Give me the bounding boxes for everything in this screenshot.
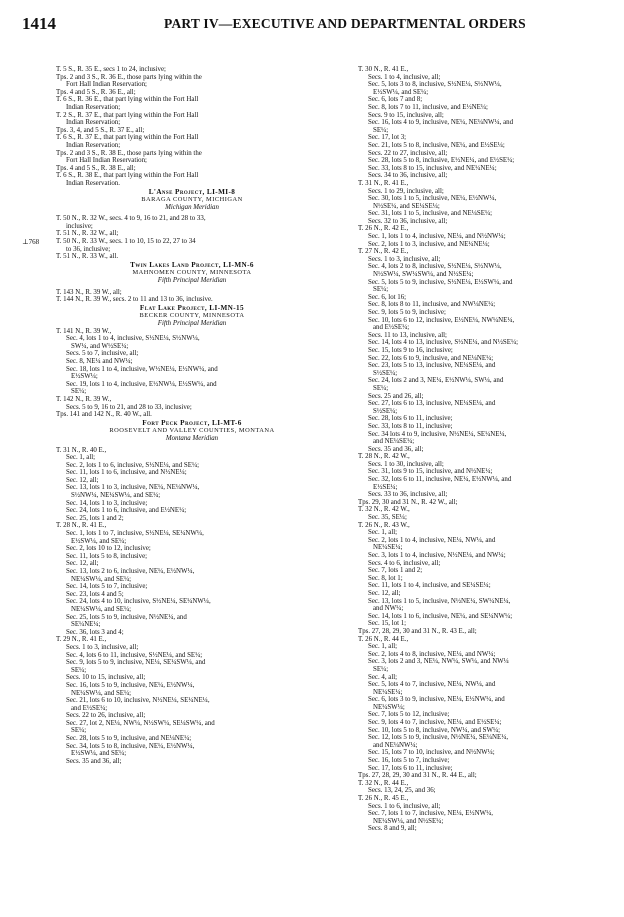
- text-line: Secs. 34 to 36, inclusive, all;: [368, 172, 448, 180]
- text-line: Tps. 29, 30 and 31 N., R. 42 W., all;: [358, 498, 458, 506]
- text-line: Sec. 16, lots 5 to 7, inclusive;: [368, 757, 450, 765]
- text-line: and NE¼NW¼;: [373, 741, 418, 749]
- text-line: Tps. 4 and 5 S., R. 36 E., all;: [56, 88, 136, 96]
- text-line: Secs. 1 to 4, inclusive, all;: [368, 73, 441, 81]
- text-line: Sec. 31, lots 1 to 5, inclusive, and NE¼SE¼;: [368, 210, 493, 218]
- text-line: and NW¼;: [373, 605, 404, 613]
- text-line: Tps. 27, 28, 29, 30 and 31 N., R. 43 E., all;: [358, 627, 477, 635]
- text-line: SE¼;: [71, 727, 87, 735]
- text-line: T. 29 N., R. 41 E.,: [56, 636, 107, 644]
- text-line: Sec. 8, lots 7 to 11, inclusive, and E½NE¼;: [368, 103, 488, 111]
- text-line: T. 28 N., R. 42 W.,: [358, 453, 410, 461]
- text-line: Sec. 2, lots 1 to 4, inclusive, NE¼, NW¼, and: [368, 536, 496, 544]
- text-line: E½SW¼, and SE¼;: [71, 750, 127, 758]
- text-line: Secs. 5 to 9, 16 to 21, and 28 to 33, inclusive;: [66, 403, 192, 411]
- text-line: SE¼;: [373, 665, 389, 673]
- text-line: Sec. 4, lots 1 to 4, inclusive, S½NE¼, S½NW¼,: [66, 335, 200, 343]
- left-column: [56, 66, 328, 765]
- text-line: Secs. 22 to 26, inclusive, all;: [66, 712, 146, 720]
- text-line: T. 31 N., R. 40 E.,: [56, 446, 107, 454]
- text-line: Sec. 7, lots 5 to 12, inclusive;: [368, 711, 450, 719]
- text-line: Sec. 1, all;: [368, 529, 398, 537]
- text-line: NE¼SE¼;: [373, 688, 403, 696]
- text-line: Sec. 4, lots 2 to 8, inclusive, S½NE¼, S½NW¼,: [368, 263, 502, 271]
- text-line: SE¼;: [373, 286, 389, 294]
- text-line: Secs. 25 and 26, all;: [368, 392, 424, 400]
- text-line: Sec. 34 lots 4 to 9, inclusive, N½NE¼, SE¼NE¼,: [368, 430, 507, 438]
- text-line: Tps. 4 and 5 S., R. 38 E., all;: [56, 164, 136, 172]
- text-line: Sec. 12, lots 5 to 9, inclusive, N½NE¼, SE¼NE¼,: [368, 734, 509, 742]
- text-line: Sec. 4, all;: [368, 673, 398, 681]
- text-line: Sec. 1, all;: [66, 454, 96, 462]
- text-line: S½SE¼;: [373, 407, 398, 415]
- text-line: Secs. 1 to 6, inclusive, all;: [368, 802, 441, 810]
- text-line: E½SW¼, and SE¼;: [373, 88, 429, 96]
- text-line: Sec. 36, lots 3 and 4;: [66, 628, 124, 636]
- text-line: T. 27 N., R. 42 E.,: [358, 248, 409, 256]
- text-line: Sec. 15, lots 7 to 10, inclusive, and N½NW¼;: [368, 749, 495, 757]
- text-line: T. 51 N., R. 32 W., all;: [56, 230, 119, 238]
- text-line: Sec. 12, all;: [66, 476, 99, 484]
- text-line: Sec. 17, lots 6 to 11, inclusive;: [368, 764, 453, 772]
- text-line: Secs. 5 to 7, inclusive, all;: [66, 350, 139, 358]
- text-line: Secs. 1 to 3, inclusive, all;: [66, 643, 139, 651]
- meridian-heading: Michigan Meridian: [165, 203, 219, 211]
- text-line: Sec. 3, lots 2 and 3, NE¼, NW¼, SW¼, and NW¼: [368, 658, 509, 666]
- text-line: Tps. 27, 28, 29, 30 and 31 N., R. 44 E., all;: [358, 772, 477, 780]
- right-column: [358, 66, 624, 833]
- text-line: Sec. 8, lots 8 to 11, inclusive, and NW¼NE¼;: [368, 301, 496, 309]
- text-line: Secs. 9 to 15, inclusive, all;: [368, 111, 444, 119]
- text-line: Sec. 9, lots 5 to 9, inclusive, NE¼, SE¼SW¼, and: [66, 659, 206, 667]
- text-line: Secs. 32 to 36, inclusive, all;: [368, 217, 448, 225]
- text-line: Sec. 24, lots 1 to 6, inclusive, and E½NE¼;: [66, 507, 187, 515]
- text-line: NE¼SW¼, and N½SE¼;: [373, 817, 444, 825]
- text-line: SE¼;: [71, 388, 87, 396]
- text-line: T. 144 N., R. 39 W., secs. 2 to 11 and 13 to 36, inclusive.: [56, 296, 213, 304]
- text-line: T. 32 N., R. 42 W.,: [358, 506, 410, 514]
- text-line: Secs. 1 to 29, inclusive, all;: [368, 187, 444, 195]
- text-line: Sec. 34, lots 5 to 8, inclusive, NE¼, E½NW¼,: [66, 742, 195, 750]
- county-heading: ROOSEVELT AND VALLEY COUNTIES, MONTANA: [109, 427, 275, 435]
- text-line: Sec. 9, lots 5 to 9, inclusive;: [368, 309, 446, 316]
- meridian-heading: Montana Meridian: [165, 434, 219, 442]
- text-line: N½SW¼, SW¼SW¼, and N½SE¼;: [373, 271, 474, 279]
- text-line: Tps. 2 and 3 S., R. 38 E., those parts lying within the: [56, 149, 202, 157]
- text-line: S½SE¼;: [373, 369, 398, 377]
- text-line: Sec. 22, lots 6 to 9, inclusive, and NE¼NE¼;: [368, 354, 494, 362]
- text-line: Sec. 3, lots 1 to 4, inclusive, N½NE¼, and NW¼;: [368, 552, 506, 559]
- text-line: NE¼SE¼;: [373, 544, 403, 552]
- county-heading: MAHNOMEN COUNTY, MINNESOTA: [132, 269, 252, 277]
- text-line: Sec. 2, lots 1 to 3, inclusive, and NE¼NE¼;: [368, 240, 490, 248]
- text-line: Sec. 31, lots 9 to 15, inclusive, and N½NE¼;: [368, 468, 493, 476]
- text-line: Indian Reservation;: [66, 103, 121, 111]
- text-line: Sec. 6, lots 7 and 8;: [368, 96, 423, 104]
- text-line: SE¼NE¼;: [71, 621, 101, 629]
- text-line: Sec. 23, lots 5 to 13, inclusive, NE¼SE¼, and: [368, 362, 496, 370]
- text-line: Secs. 11 to 13, inclusive, all;: [368, 331, 447, 339]
- text-line: Sec. 11, lots 5 to 8, inclusive;: [66, 552, 148, 560]
- text-line: Secs. 22 to 27, inclusive, all;: [368, 149, 448, 157]
- text-line: T. 30 N., R. 41 E.,: [358, 66, 409, 73]
- text-line: Sec. 33, lots 8 to 15, inclusive, and NE¼NE¼;: [368, 164, 497, 172]
- text-line: Sec. 28, lots 6 to 11, inclusive;: [368, 415, 453, 423]
- text-line: T. 6 S., R. 38 E., that part lying within the Fort Hall: [56, 172, 199, 180]
- text-line: Sec. 13, lots 2 to 6, inclusive, NE¼, E½NW¼,: [66, 568, 195, 575]
- text-line: SE¼;: [71, 666, 87, 674]
- text-line: Sec. 35, SE¼;: [368, 514, 407, 522]
- text-line: Sec. 5, lots 4 to 7, inclusive, NE¼, NW¼, and: [368, 681, 496, 689]
- text-line: E½SW¼, and SE¼;: [71, 537, 127, 545]
- text-line: to 36, inclusive;: [66, 245, 111, 253]
- text-line: Secs. 4 to 6, inclusive, all;: [368, 559, 441, 567]
- text-line: Sec. 14, lots 1 to 6, inclusive, NE¼, and SE¼NW¼;: [368, 612, 513, 620]
- text-line: Sec. 16, lots 4 to 9, inclusive, NE¼, NE¼NW¼, and: [368, 119, 514, 127]
- section-heading: Fort Peck Project, LI-MT-6: [142, 419, 242, 427]
- text-line: N½SE¼, and SE¼SE¼;: [373, 202, 440, 210]
- text-line: Sec. 28, lots 5 to 9, inclusive, and NE¼NE¼;: [66, 735, 192, 743]
- text-line: SE¼;: [373, 384, 389, 392]
- text-line: T. 32 N., R. 44 E.,: [358, 779, 409, 787]
- text-line: Sec. 25, lots 1 and 2;: [66, 514, 124, 522]
- text-line: Sec. 27, lot 2, NE¼, NW¼, N½SW¼, SE¼SW¼, and: [66, 719, 215, 727]
- text-line: Sec. 15, lot 1;: [368, 620, 407, 628]
- text-line: Sec. 9, lots 4 to 7, inclusive, NE¼, and E½SE¼;: [368, 719, 502, 727]
- text-line: Sec. 1, all;: [368, 643, 398, 651]
- text-line: Sec. 1, lots 1 to 7, inclusive, S½NE¼, SE¼NW¼,: [66, 530, 204, 538]
- text-line: Sec. 14, lots 5 to 7, inclusive;: [66, 583, 148, 591]
- text-line: Sec. 2, lots 4 to 8, inclusive, NE¼, and NW¼;: [368, 650, 496, 658]
- text-line: SW¼, and W½SE¼;: [71, 342, 129, 350]
- text-line: Secs. 13, 24, 25, and 36;: [368, 787, 436, 795]
- text-line: Sec. 5, lots 3 to 8, inclusive, S½NE¼, S½NW¼,: [368, 81, 502, 89]
- text-line: T. 26 N., R. 43 W.,: [358, 521, 410, 529]
- text-line: Indian Reservation;: [66, 119, 121, 127]
- text-line: Sec. 15, lots 9 to 16, inclusive;: [368, 346, 453, 354]
- text-line: Indian Reservation;: [66, 141, 121, 149]
- text-line: Secs. 35 and 36, all;: [368, 445, 424, 453]
- text-line: Sec. 14, lots 4 to 13, inclusive, S½NE¼, and N½SE¼;: [368, 339, 519, 347]
- text-line: E½SE¼;: [373, 483, 398, 491]
- text-line: Sec. 14, lots 1 to 3, inclusive;: [66, 499, 148, 507]
- text-line: T. 51 N., R. 33 W., all.: [56, 253, 119, 261]
- text-line: Sec. 1, lots 1 to 4, inclusive, NE¼, and N½NW¼;: [368, 233, 506, 241]
- text-line: Sec. 8, NE¼ and NW¼;: [66, 357, 133, 365]
- text-line: Secs. 35 and 36, all;: [66, 757, 122, 765]
- text-line: T. 31 N., R. 41 E.,: [358, 179, 409, 187]
- text-line: Sec. 11, lots 1 to 6, inclusive, and N½NE¼;: [66, 469, 187, 477]
- text-line: Tps. 3, 4, and 5 S., R. 37 E., all;: [56, 126, 145, 134]
- text-line: Indian Reservation.: [66, 179, 120, 187]
- text-line: Sec. 7, lots 1 to 7, inclusive, NE¼, E½NW¼,: [368, 810, 493, 818]
- text-line: T. 141 N., R. 39 W.,: [56, 327, 112, 335]
- text-line: NE¼SW¼, and SE¼;: [71, 575, 132, 583]
- text-line: Sec. 25, lots 5 to 9, inclusive, N½NE¼, and: [66, 613, 187, 621]
- text-line: Sec. 2, lots 10 to 12, inclusive;: [66, 545, 151, 553]
- text-line: and E½SE¼;: [373, 324, 410, 332]
- text-line: Sec. 13, lots 1 to 5, inclusive, N½NE¼, SW¼NE¼,: [368, 597, 511, 605]
- text-line: Fort Hall Indian Reservation;: [66, 157, 147, 165]
- text-line: NE¼SW¼;: [373, 703, 405, 711]
- text-line: Sec. 10, lots 5 to 8, inclusive, NW¼, and SW¼;: [368, 726, 501, 734]
- text-line: Sec. 21, lots 6 to 10, inclusive, N½NE¼, SE¼NE¼,: [66, 697, 210, 705]
- text-line: T. 142 N., R. 39 W.,: [56, 395, 112, 403]
- text-line: T. 5 S., R. 35 E., secs 1 to 24, inclusive;: [56, 66, 166, 73]
- text-line: S½NW¼, NE¼SW¼, and SE¼;: [71, 492, 161, 500]
- text-line: T. 28 N., R. 41 E.,: [56, 522, 107, 530]
- text-line: Secs. 1 to 30, inclusive, all;: [368, 460, 444, 468]
- text-line: Secs. 10 to 15, inclusive, all;: [66, 674, 146, 682]
- text-line: and E½SE¼;: [71, 704, 108, 712]
- text-line: Sec. 28, lots 5 to 8, inclusive, E½NE¼, and E½SE¼;: [368, 157, 515, 165]
- text-line: Sec. 11, lots 1 to 4, inclusive, and SE¼SE¼;: [368, 582, 491, 590]
- text-line: T. 143 N., R. 39 W., all;: [56, 288, 122, 296]
- text-line: Sec. 19, lots 1 to 4, inclusive, E½NW¼, E½SW¼, and: [66, 380, 217, 388]
- text-line: Sec. 21, lots 5 to 8, inclusive, NE¼, and E½SE¼;: [368, 141, 505, 149]
- text-line: SE¼;: [373, 126, 389, 134]
- text-line: T. 6 S., R. 36 E., that part lying within the Fort Hall: [56, 96, 199, 104]
- text-line: inclusive;: [66, 222, 93, 230]
- section-heading: L'Anse Project, LI-MI-8: [148, 188, 236, 196]
- text-line: Sec. 18, lots 1 to 4, inclusive, W½NE¼, E½NW¼, and: [66, 365, 218, 373]
- text-line: Sec. 6, lots 3 to 9, inclusive, NE¼, E½NW¼, and: [368, 696, 505, 704]
- text-line: Sec. 12, all;: [368, 589, 401, 597]
- text-line: Sec. 2, lots 1 to 6, inclusive, S½NE¼, and SE¼;: [66, 461, 200, 469]
- text-line: Sec. 30, lots 1 to 5, inclusive, NE¼, E½NW¼,: [368, 195, 497, 203]
- text-line: Sec. 10, lots 6 to 12, inclusive, E½NE¼, NW¼NE¼,: [368, 316, 515, 324]
- text-line: Sec. 12, all;: [66, 560, 99, 568]
- section-heading: Flat Lake Project, LI-MN-15: [139, 304, 245, 312]
- county-heading: BECKER COUNTY, MINNESOTA: [139, 312, 245, 320]
- text-line: T. 6 S., R. 37 E., that part lying within the Fort Hall: [56, 134, 199, 142]
- text-line: T. 26 N., R. 44 E.,: [358, 635, 409, 643]
- text-line: Sec. 24, lots 4 to 10, inclusive, S½NE¼, SE¼NW¼,: [66, 598, 211, 606]
- text-line: Tps. 2 and 3 S., R. 36 E., those parts lying within the: [56, 73, 202, 81]
- text-line: E½SW¼;: [71, 373, 98, 381]
- text-line: Sec. 13, lots 1 to 3, inclusive, NE¼, NE¼NW¼,: [66, 484, 200, 492]
- text-line: Secs. 33 to 36, inclusive, all;: [368, 491, 448, 499]
- text-line: and NE¼SE¼;: [373, 438, 415, 446]
- text-line: Sec. 4, lots 6 to 11, inclusive, S½NE¼, and SE¼;: [66, 651, 203, 659]
- text-line: T. 26 N., R. 45 E.,: [358, 795, 409, 802]
- text-line: T. 26 N., R. 42 E.,: [358, 225, 409, 233]
- meridian-heading: Fifth Principal Meridian: [157, 320, 227, 327]
- text-line: Sec. 5, lots 5 to 9, inclusive, S½NE¼, E½SW¼, and: [368, 278, 513, 286]
- page-title: PART IV—EXECUTIVE AND DEPARTMENTAL ORDERS: [164, 16, 526, 31]
- text-line: Sec. 6, lot 16;: [368, 293, 407, 301]
- text-line: Secs. 8 and 9, all;: [368, 825, 417, 833]
- text-line: Sec. 17, lot 3;: [368, 134, 407, 142]
- text-line: Sec. 32, lots 6 to 11, inclusive, NE¼, E½NW¼, and: [368, 476, 512, 484]
- page-header: [22, 14, 607, 36]
- text-line: NE¼SW¼, and SE¼;: [71, 605, 132, 613]
- county-heading: BARAGA COUNTY, MICHIGAN: [141, 196, 243, 204]
- text-line: Sec. 8, lot 1;: [368, 574, 403, 582]
- text-line: Sec. 16, lots 5 to 9, inclusive, NE¼, E½NW¼,: [66, 681, 195, 689]
- text-line: Secs. 1 to 3, inclusive, all;: [368, 255, 441, 263]
- text-line: Sec. 7, lots 1 and 2;: [368, 567, 423, 575]
- text-line: T. 50 N., R. 33 W., secs. 1 to 10, 15 to 22, 27 to 34: [56, 238, 196, 246]
- section-heading: Twin Lakes Land Project, LI-MN-6: [130, 261, 254, 269]
- text-line: Sec. 33, lots 8 to 11, inclusive;: [368, 422, 453, 430]
- page-number: 1414: [22, 14, 56, 33]
- text-line: Fort Hall Indian Reservation;: [66, 81, 147, 89]
- text-line: T. 2 S., R. 37 E., that part lying within the Fort Hall: [56, 111, 199, 119]
- text-line: Sec. 27, lots 6 to 13, inclusive, NE¼SE¼, and: [368, 400, 496, 408]
- text-line: Sec. 24, lots 2 and 3, NE¼, E½NW¼, SW¼, and: [368, 377, 504, 385]
- text-line: NE¼SW¼, and SE¼;: [71, 689, 132, 697]
- text-line: T. 50 N., R. 32 W., secs. 4 to 9, 16 to 21, and 28 to 33,: [56, 215, 206, 223]
- text-line: Sec. 23, lots 4 and 5;: [66, 590, 124, 598]
- text-line: Tps. 141 and 142 N., R. 40 W., all.: [56, 411, 152, 419]
- meridian-heading: Fifth Principal Meridian: [157, 277, 227, 285]
- margin-note: ⊥768: [22, 238, 40, 246]
